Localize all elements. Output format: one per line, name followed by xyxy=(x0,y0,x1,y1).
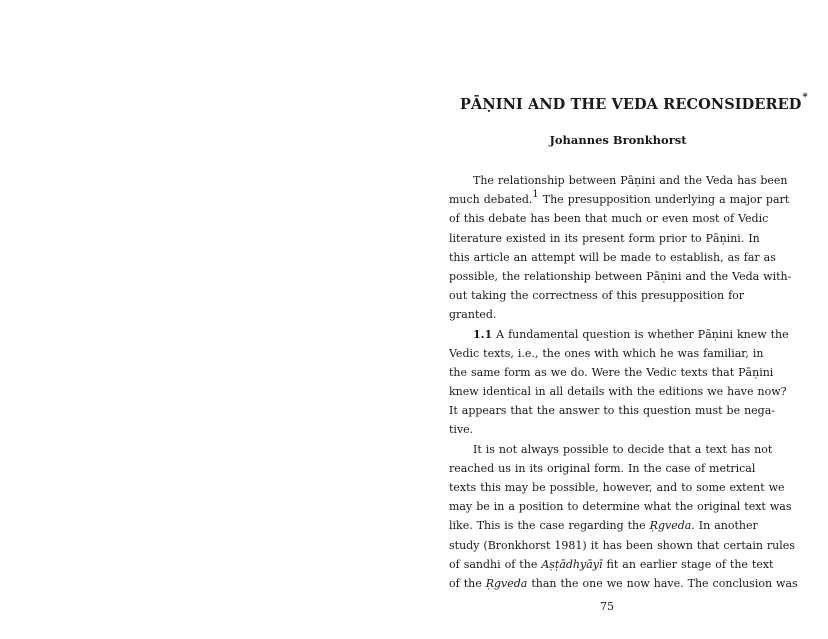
title-text: PĀṆINI AND THE VEDA RECONSIDERED xyxy=(460,96,802,113)
paragraph-line xyxy=(449,190,789,209)
paragraph-line: knew identical in all details with the editions we have now? xyxy=(449,385,787,399)
paragraph-line: texts this may be possible, however, and to some extent we xyxy=(449,481,785,494)
article-body xyxy=(449,171,798,593)
title-footnote-mark: * xyxy=(802,92,808,103)
author-name: Johannes Bronkhorst xyxy=(549,133,687,147)
section-number: 1.1 xyxy=(473,327,493,341)
line-text: of the xyxy=(449,576,486,590)
italic-title: Aṣṭādhyāyī xyxy=(541,557,603,571)
italic-title: Ṛgveda. xyxy=(649,519,695,533)
paragraph-line xyxy=(449,555,789,574)
line-text: much debated. xyxy=(449,193,533,207)
paragraph-line xyxy=(449,325,789,344)
paragraph-line: reached us in its original form. In the case of metrical xyxy=(449,461,756,475)
line-text: like. This is the case regarding the xyxy=(449,519,650,533)
paragraph-line: The relationship between Pāṇini and the Veda has been xyxy=(473,174,788,187)
paragraph-line: may be in a position to determine what the original text was xyxy=(449,500,792,514)
line-text: than the one we now have. The conclusion was xyxy=(527,576,798,590)
line-text: The presupposition underlying a major part xyxy=(538,193,790,207)
paragraph-line: It is not always possible to decide that a text has not xyxy=(473,442,773,456)
paragraph-line: granted. xyxy=(449,308,497,322)
paragraph-line: possible, the relationship between Pāṇini and the Veda with- xyxy=(449,269,792,283)
paragraph-line: out taking the correctness of this presupposition for xyxy=(449,289,745,303)
paragraph-line: Vedic texts, i.e., the ones with which he was familiar, in xyxy=(449,346,764,360)
paragraph-line: study (Bronkhorst 1981) it has been shown that certain rules xyxy=(449,538,795,552)
paragraph-line: this article an attempt will be made to establish, as far as xyxy=(449,250,776,264)
footnote-ref: 1 xyxy=(532,189,539,201)
line-text: fit an earlier stage of the text xyxy=(602,557,774,571)
paragraph-line xyxy=(449,516,789,535)
paragraph-line xyxy=(449,574,798,593)
italic-title: Ṛgveda xyxy=(485,576,528,590)
paragraph-line: tive. xyxy=(449,423,474,437)
paragraph-line: of this debate has been that much or even most of Vedic xyxy=(449,212,769,226)
line-text: In another xyxy=(694,519,758,533)
page-number: 75 xyxy=(600,600,614,613)
article-title xyxy=(460,92,808,113)
paragraph-line: literature existed in its present form prior to Pāṇini. In xyxy=(449,231,760,245)
line-text: of sandhi of the xyxy=(449,557,542,571)
paragraph-line: It appears that the answer to this question must be nega- xyxy=(449,404,775,418)
paragraph-line: the same form as we do. Were the Vedic texts that Pāṇini xyxy=(449,365,774,379)
line-text: A fundamental question is whether Pāṇini knew the xyxy=(492,327,789,341)
